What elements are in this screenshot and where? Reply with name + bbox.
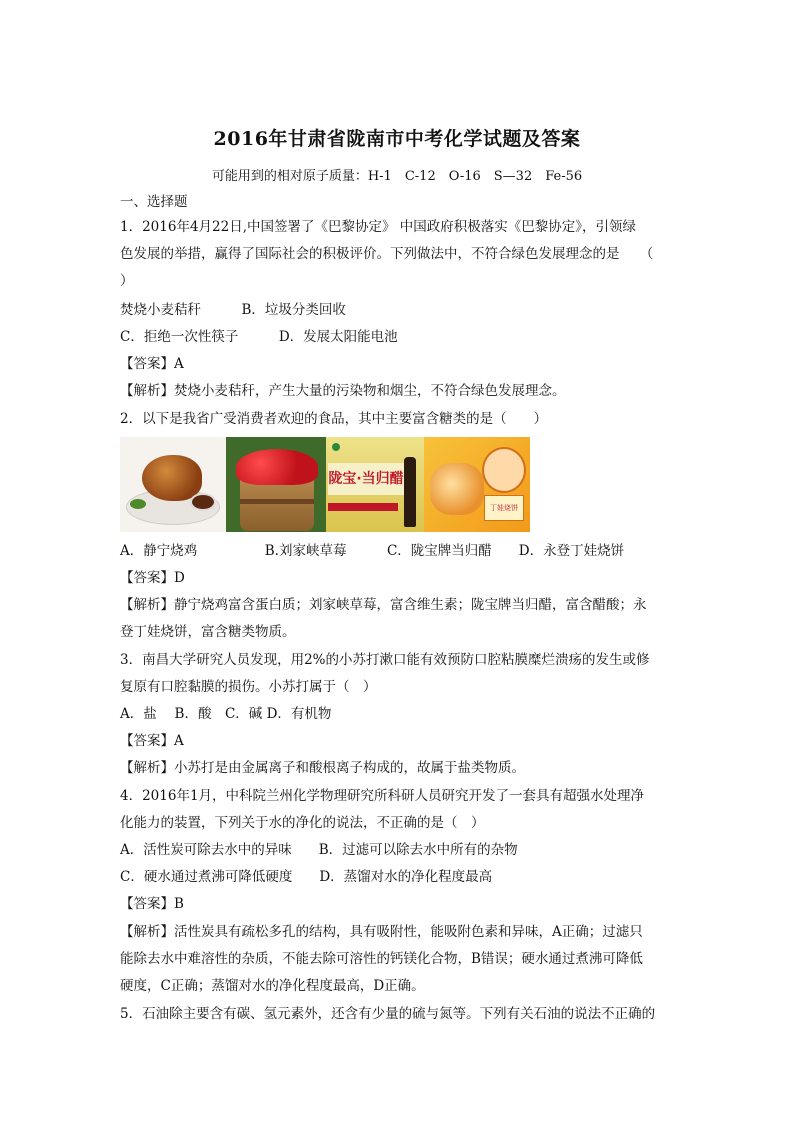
vinegar-banner-text: 陇宝·当归醋 bbox=[328, 463, 404, 495]
q3-options: A．盐 B．酸 C．碱 D．有机物 bbox=[120, 706, 332, 722]
q2-options: A．静宁烧鸡 B.刘家峡草莓 C．陇宝牌当归醋 D．永登丁娃烧饼 bbox=[120, 543, 625, 559]
q1-answer: 【答案】A bbox=[120, 356, 184, 372]
q2-analysis-line1: 【解析】静宁烧鸡富含蛋白质；刘家峡草莓，富含维生素；陇宝牌当归醋，富含醋酸；永 bbox=[120, 597, 647, 613]
q3-stem-line2: 复原有口腔黏膜的损伤。小苏打属于（ ） bbox=[120, 679, 377, 695]
q1-stem-line2: 色发展的举措，赢得了国际社会的积极评价。下列做法中，不符合绿色发展理念的是 （ bbox=[120, 246, 654, 262]
q2-answer: 【答案】D bbox=[120, 570, 185, 586]
pastry-tag-text: 丁娃烧饼 bbox=[484, 495, 524, 521]
q3-answer: 【答案】A bbox=[120, 733, 184, 749]
q1-options-line1: 焚烧小麦秸秆 B．垃圾分类回收 bbox=[120, 302, 346, 318]
q4-analysis-line2: 能除去水中难溶性的杂质，不能去除可溶性的钙镁化合物，B错误；硬水通过煮沸可降低 bbox=[120, 951, 643, 967]
q2-stem: 2．以下是我省广受消费者欢迎的食品，其中主要富含糖类的是（ ） bbox=[120, 411, 548, 427]
q4-stem-line1: 4．2016年1月，中科院兰州化学物理研究所科研人员研究开发了一套具有超强水处理净 bbox=[120, 788, 645, 804]
strawberry-basket-image bbox=[226, 437, 326, 532]
q1-analysis: 【解析】焚烧小麦秸秆，产生大量的污染物和烟尘，不符合绿色发展理念。 bbox=[120, 383, 566, 399]
q4-analysis-line3: 硬度，C正确；蒸馏对水的净化程度最高，D正确。 bbox=[120, 978, 425, 994]
q4-answer: 【答案】B bbox=[120, 896, 184, 912]
q5-stem-line1: 5．石油除主要含有碳、氢元素外，还含有少量的硫与氮等。下列有关石油的说法不正确的 bbox=[120, 1006, 656, 1022]
q4-stem-line2: 化能力的装置，下列关于水的净化的说法，不正确的是（ ） bbox=[120, 815, 485, 831]
q1-options-line2: C．拒绝一次性筷子 D．发展太阳能电池 bbox=[120, 329, 398, 345]
roast-chicken-image bbox=[120, 437, 226, 532]
atomic-mass-note: 可能用到的相对原子质量：H-1 C-12 O-16 S—32 Fe-56 bbox=[211, 169, 583, 184]
document-title: 2016年甘肃省陇南市中考化学试题及答案 bbox=[213, 128, 581, 150]
q4-analysis-line1: 【解析】活性炭具有疏松多孔的结构，具有吸附性，能吸附色素和异味，A正确；过滤只 bbox=[120, 924, 643, 940]
q4-options-line2: C．硬水通过煮沸可降低硬度 D．蒸馏对水的净化程度最高 bbox=[120, 869, 493, 885]
q1-stem-line3: ） bbox=[120, 273, 134, 289]
q3-analysis: 【解析】小苏打是由金属离子和酸根离子构成的，故属于盐类物质。 bbox=[120, 760, 525, 776]
q4-options-line1: A．活性炭可除去水中的异味 B．过滤可以除去水中所有的杂物 bbox=[120, 842, 518, 858]
section-heading: 一、选择题 bbox=[120, 194, 188, 210]
vinegar-bottle-image bbox=[326, 437, 424, 532]
q3-stem-line1: 3．南昌大学研究人员发现，用2%的小苏打漱口能有效预防口腔粘膜糜烂溃疡的发生或修 bbox=[120, 652, 650, 668]
q2-analysis-line2: 登丁娃烧饼，富含糖类物质。 bbox=[120, 624, 296, 640]
q2-food-images bbox=[120, 437, 530, 532]
q1-stem-line1: 1．2016年4月22日,中国签署了《巴黎协定》 中国政府积极落实《巴黎协定》，引领绿 bbox=[120, 219, 637, 235]
pastry-image bbox=[424, 437, 530, 532]
